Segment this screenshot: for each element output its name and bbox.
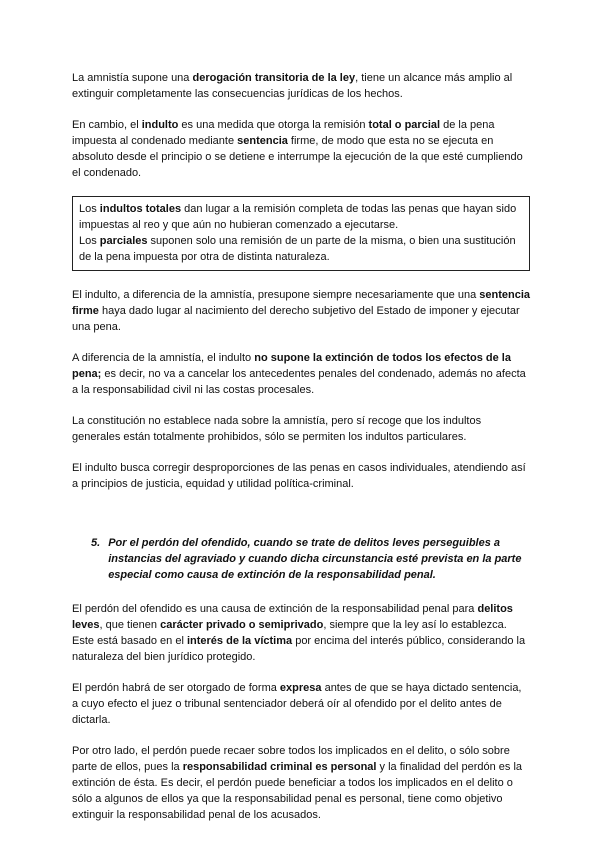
paragraph-sentencia-firme <box>72 287 530 335</box>
bold-text: delitos leves <box>72 603 513 631</box>
bold-text: sentencia <box>237 135 288 147</box>
bold-text: expresa <box>279 682 322 694</box>
bold-text: indulto <box>141 119 179 131</box>
bold-text: no supone la extinción de todos los efectos de la pena; <box>72 352 511 380</box>
section-title: Por el perdón del ofendido, cuando se trate de delitos leves perseguibles a instancias del agraviado y cuando dicha circunstancia esté prevista en la parte especial como causa de extinción de la responsabilidad penal. <box>108 537 522 581</box>
text: , siempre que la ley así lo establezca. Este está basado en el <box>72 619 507 647</box>
text: haya dado lugar al nacimiento del derecho subjetivo del Estado de imponer y ejecutar una pena. <box>72 305 520 333</box>
box-line-parciales <box>79 233 523 265</box>
paragraph-corregir: El indulto busca corregir desproporciones de las penas en casos individuales, atendiendo así a principios de justicia, equidad y utilidad política-criminal. <box>72 462 526 490</box>
indultos-box <box>72 196 530 271</box>
text: En cambio, el <box>72 119 142 131</box>
text: suponen solo una remisión de un parte de la misma, o bien una sustitución de la pena impuesta por otra de distinta naturaleza. <box>79 235 516 263</box>
text: La amnistía supone una <box>72 72 193 84</box>
text: Los <box>79 235 100 247</box>
paragraph-expresa <box>72 680 530 728</box>
text: El perdón del ofendido es una causa de extinción de la responsabilidad penal para <box>72 603 478 615</box>
paragraph-efectos <box>72 350 530 398</box>
bold-text: interés de la víctima <box>186 635 293 647</box>
text: por encima del interés público, considerando la naturaleza del bien jurídico protegido. <box>72 635 526 663</box>
text: El indulto, a diferencia de la amnistía, presupone siempre necesariamente que una <box>72 289 480 301</box>
text: es decir, no va a cancelar los antecedentes penales del condenado, además no afecta a la responsabilidad civil ni las costas procesales. <box>72 368 526 396</box>
bold-text: sentencia firme <box>72 289 530 317</box>
text: de la pena impuesta al condenado mediante <box>72 119 495 147</box>
bold-text: indultos totales <box>99 203 182 215</box>
bold-text: derogación transitoria de la ley <box>192 72 356 84</box>
box-line-totales <box>79 201 523 233</box>
section-heading-5 <box>72 535 530 583</box>
paragraph-perdon <box>72 601 530 665</box>
text: firme, de modo que esta no se ejecuta en absoluto desde el principio o se detiene e interrumpe la ejecución de la que esté cumpliendo el condenado. <box>72 135 523 179</box>
bold-text: parciales <box>99 235 148 247</box>
text: es una medida que otorga la remisión <box>178 119 369 131</box>
text: antes de que se haya dictado sentencia, a cuyo efecto el juez o tribunal sentenciador deberá oír al ofendido por el delito antes de dictarla. <box>72 682 522 726</box>
text: A diferencia de la amnistía, el indulto <box>72 352 255 364</box>
text: El perdón habrá de ser otorgado de forma <box>72 682 280 694</box>
text: Por otro lado, el perdón puede recaer sobre todos los implicados en el delito, o sólo sobre parte de ellos, pues la <box>72 745 510 773</box>
paragraph-indulto <box>72 117 530 181</box>
text: , tiene un alcance más amplio al extinguir completamente las consecuencias jurídicas de los hechos. <box>72 72 513 100</box>
paragraph-constitucion: La constitución no establece nada sobre la amnistía, pero sí recoge que los indultos generales están totalmente prohibidos, sólo se permiten los indultos particulares. <box>72 415 482 443</box>
text: y la finalidad del perdón es la extinción de ésta. Es decir, el perdón puede beneficiar a todos los implicados en el delito o sólo a algunos de ellos ya que la responsabilidad penal es personal, tiene como objetivo extinguir la responsabilidad penal de los acusados. <box>72 761 523 821</box>
text: Los <box>79 203 100 215</box>
bold-text: carácter privado o semiprivado <box>160 619 324 631</box>
text: , que tienen <box>99 619 161 631</box>
text: dan lugar a la remisión completa de todas las penas que hayan sido impuestas al reo y que aún no hubieran comenzado a ejecutarse. <box>79 203 517 231</box>
bold-text: responsabilidad criminal es personal <box>182 761 377 773</box>
bold-text: total o parcial <box>368 119 441 131</box>
paragraph-implicados <box>72 743 530 823</box>
section-number: 5. <box>91 537 101 549</box>
paragraph-amnistia <box>72 70 530 102</box>
